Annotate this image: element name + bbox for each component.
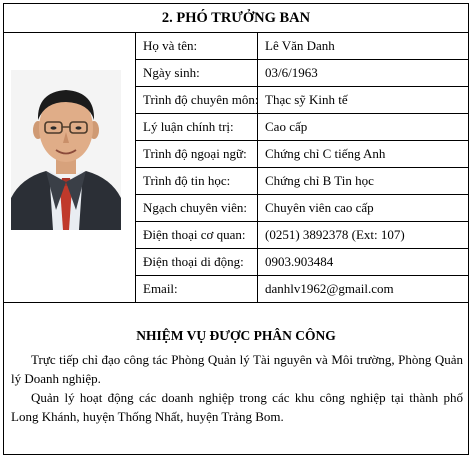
qualification-label: Trình độ chuyên môn: xyxy=(136,87,258,113)
mobile-phone-label: Điện thoại di động: xyxy=(136,249,258,275)
full-name-value: Lê Văn Danh xyxy=(265,38,335,53)
civil-grade-label: Ngạch chuyên viên: xyxy=(136,195,258,221)
duty-paragraph-2: Quản lý hoạt động các doanh nghiệp trong các khu công nghiệp tại thành phố Long Khánh, huyện Thống Nhất, huyện Trảng Bom. xyxy=(11,390,463,424)
row-civil-grade xyxy=(136,195,469,222)
row-political-theory xyxy=(136,114,469,141)
portrait-illustration xyxy=(11,70,121,230)
row-birth-date xyxy=(136,60,469,87)
it-skills-value: Chứng chỉ B Tin học xyxy=(265,173,374,188)
civil-grade-value: Chuyên viên cao cấp xyxy=(265,200,374,215)
mobile-phone-value: 0903.903484 xyxy=(265,254,334,269)
email-label: Email: xyxy=(136,276,258,302)
email-value: danhlv1962@gmail.com xyxy=(265,281,394,296)
political-theory-label: Lý luận chính trị: xyxy=(136,114,258,140)
birth-date-value: 03/6/1963 xyxy=(265,65,318,80)
qualification-value: Thạc sỹ Kinh tế xyxy=(265,92,348,107)
row-office-phone xyxy=(136,222,469,249)
row-it-skills xyxy=(136,168,469,195)
birth-date-label: Ngày sinh: xyxy=(136,60,258,86)
divider xyxy=(4,302,468,303)
profile-card xyxy=(3,3,469,455)
full-name-label: Họ và tên: xyxy=(136,33,258,59)
office-phone-value: (0251) 3892378 (Ext: 107) xyxy=(265,227,405,242)
row-foreign-language xyxy=(136,141,469,168)
it-skills-label: Trình độ tin học: xyxy=(136,168,258,194)
duties-title: NHIỆM VỤ ĐƯỢC PHÂN CÔNG xyxy=(136,328,336,343)
foreign-language-value: Chứng chỉ C tiếng Anh xyxy=(265,146,386,161)
duty-paragraph-1: Trực tiếp chỉ đạo công tác Phòng Quản lý Tài nguyên và Môi trường, Phòng Quản lý Doanh nghiệp. xyxy=(11,352,463,386)
row-email xyxy=(136,276,469,302)
section-title: 2. PHÓ TRƯỞNG BAN xyxy=(4,4,468,33)
row-mobile-phone xyxy=(136,249,469,276)
photo-cell xyxy=(4,33,136,302)
office-phone-label: Điện thoại cơ quan: xyxy=(136,222,258,248)
profile-table xyxy=(136,33,469,302)
row-qualification xyxy=(136,87,469,114)
foreign-language-label: Trình độ ngoại ngữ: xyxy=(136,141,258,167)
political-theory-value: Cao cấp xyxy=(265,119,308,134)
portrait-photo xyxy=(11,70,121,230)
row-full-name xyxy=(136,33,469,60)
